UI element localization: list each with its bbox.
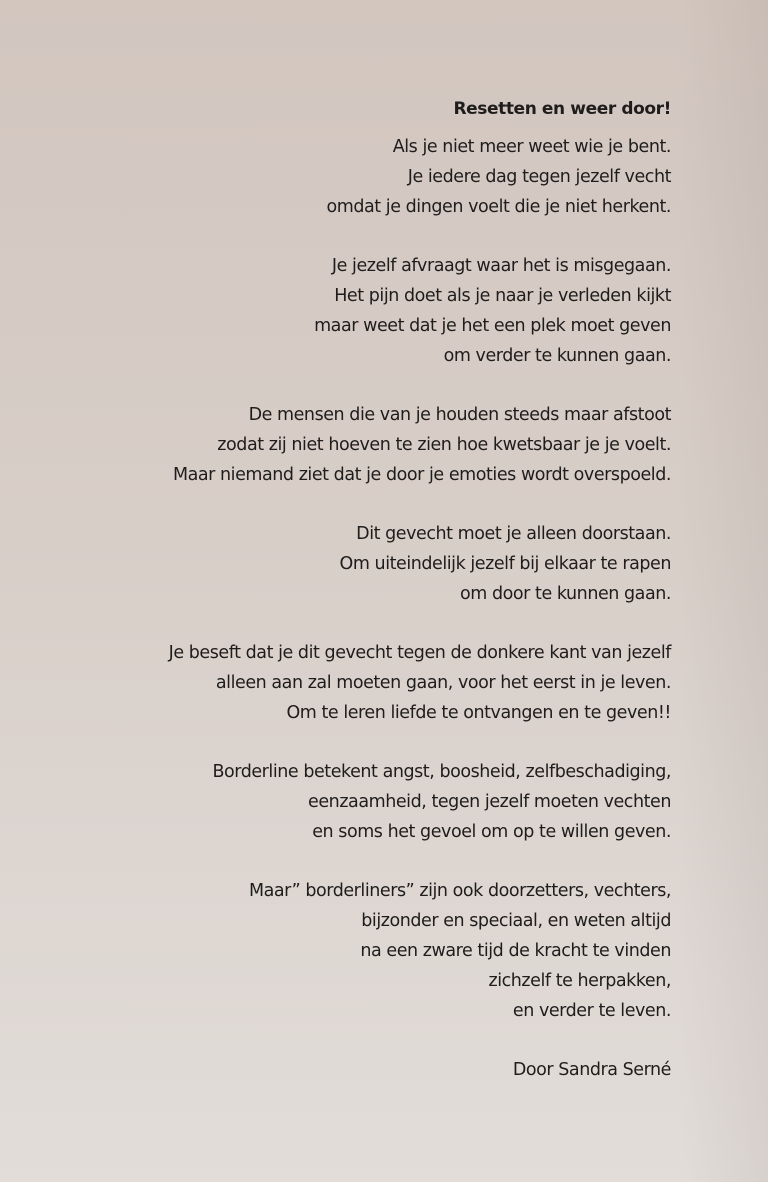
poem-line: eenzaamheid, tegen jezelf moeten vechten bbox=[308, 792, 671, 812]
poem-line: na een zware tijd de kracht te vinden bbox=[360, 941, 671, 961]
poem-line: en verder te leven. bbox=[512, 1001, 671, 1021]
poem-line: omdat je dingen voelt die je niet herkent. bbox=[326, 197, 671, 217]
poem-author: Door Sandra Serné bbox=[512, 1060, 671, 1080]
stanza-7 bbox=[31, 876, 671, 1026]
poem-line: Om te leren liefde te ontvangen en te geven!! bbox=[286, 703, 671, 723]
stanza-3 bbox=[31, 400, 671, 490]
poem-line: Borderline betekent angst, boosheid, zelfbeschadiging, bbox=[212, 762, 671, 782]
stanza-5 bbox=[31, 638, 671, 728]
poem-line: Om uiteindelijk jezelf bij elkaar te rapen bbox=[339, 554, 671, 574]
poem-line: en soms het gevoel om op te willen geven. bbox=[312, 822, 671, 842]
poem-line: bijzonder en speciaal, en weten altijd bbox=[361, 911, 671, 931]
poem-title: Resetten en weer door! bbox=[453, 99, 671, 119]
poem-line: alleen aan zal moeten gaan, voor het eerst in je leven. bbox=[215, 673, 671, 693]
stanza-4 bbox=[31, 519, 671, 609]
poem-line: Je jezelf afvraagt waar het is misgegaan. bbox=[331, 256, 671, 276]
poem-line: Als je niet meer weet wie je bent. bbox=[392, 137, 671, 157]
poem-line: Maar” borderliners” zijn ook doorzetters, vechters, bbox=[248, 881, 671, 901]
stanza-2 bbox=[31, 251, 671, 371]
page-shadow bbox=[678, 0, 768, 1182]
poem-line: De mensen die van je houden steeds maar afstoot bbox=[248, 405, 671, 425]
poem-line: Het pijn doet als je naar je verleden kijkt bbox=[334, 286, 671, 306]
poem-line: zichzelf te herpakken, bbox=[488, 971, 671, 991]
poem-line: Je beseft dat je dit gevecht tegen de donkere kant van jezelf bbox=[168, 643, 671, 663]
poem-line: om verder te kunnen gaan. bbox=[443, 346, 671, 366]
stanza-6 bbox=[31, 757, 671, 847]
poem-line: Je iedere dag tegen jezelf vecht bbox=[407, 167, 671, 187]
poem-line: Maar niemand ziet dat je door je emoties wordt overspoeld. bbox=[172, 465, 671, 485]
poem-line: Dit gevecht moet je alleen doorstaan. bbox=[356, 524, 671, 544]
poem-line: maar weet dat je het een plek moet geven bbox=[314, 316, 671, 336]
stanza-1 bbox=[31, 132, 671, 222]
poem-line: om door te kunnen gaan. bbox=[460, 584, 671, 604]
poem-line: zodat zij niet hoeven te zien hoe kwetsbaar je je voelt. bbox=[217, 435, 671, 455]
poem bbox=[31, 97, 671, 1085]
